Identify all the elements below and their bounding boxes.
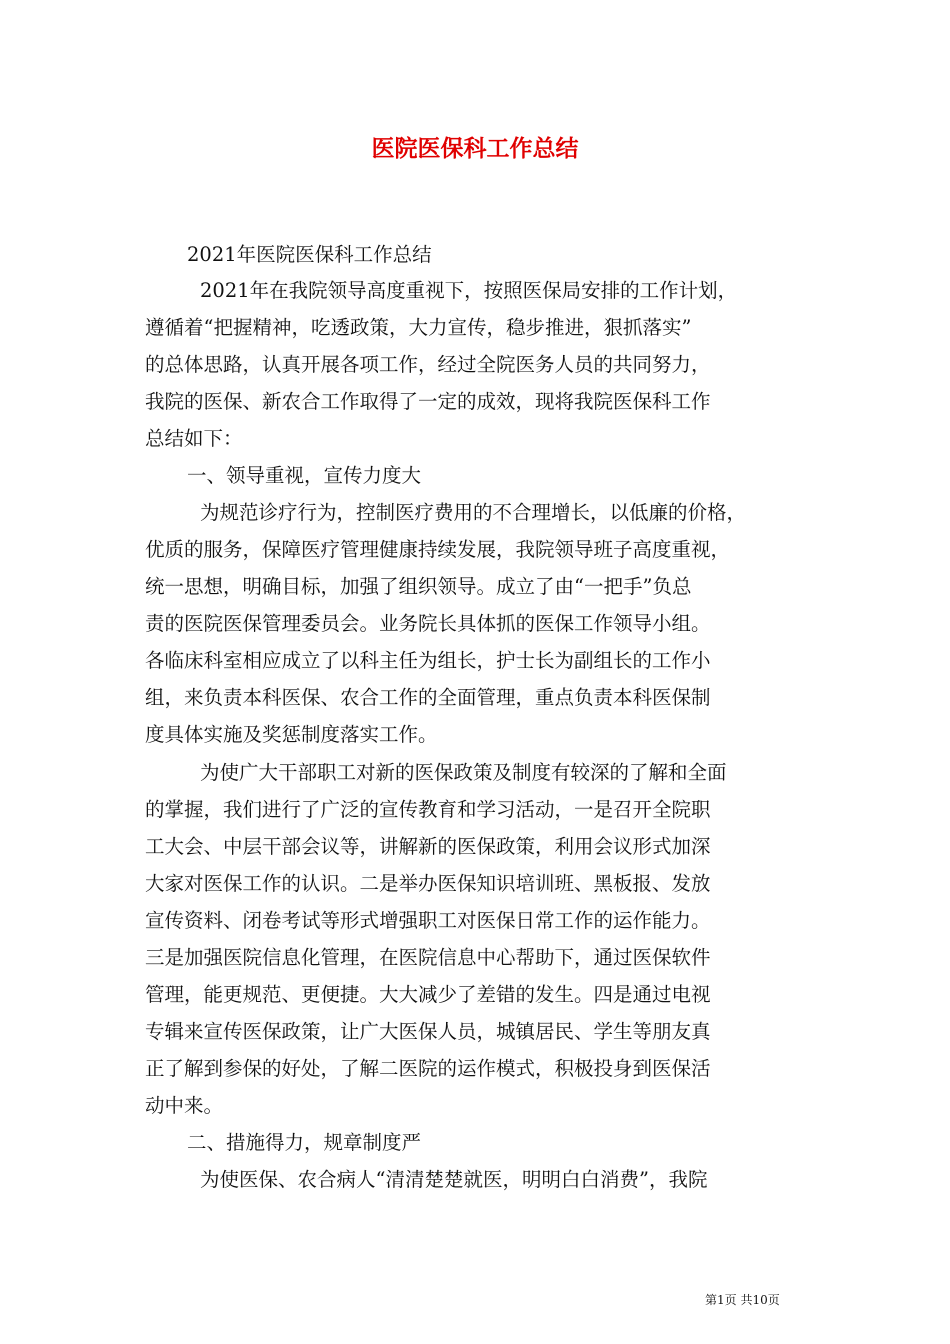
section-heading-2: 二、措施得力，规章制度严 [187,1131,422,1154]
body-line-10: 责的医院医保管理委员会。业务院长具体抓的医保工作领导小组。 [145,612,711,635]
body-line-13: 度具体实施及奖惩制度落实工作。 [145,723,438,746]
body-line-9: 统一思想，明确目标，加强了组织领导。成立了由“一把手”负总 [145,575,692,598]
body-line-8: 优质的服务，保障医疗管理健康持续发展，我院领导班子高度重视， [145,538,731,561]
section-heading-1: 一、领导重视，宣传力度大 [187,464,422,487]
body-line-12: 组，来负责本科医保、农合工作的全面管理，重点负责本科医保制 [145,686,711,709]
body-line-25: 为使医保、农合病人“清清楚楚就医，明明白白消费”，我院 [200,1168,708,1191]
body-line-3: 的总体思路，认真开展各项工作，经过全院医务人员的共同努力， [145,353,711,376]
page-number: 第1页 共10页 [705,1293,780,1307]
body-line-20: 管理，能更规范、更便捷。大大减少了差错的发生。四是通过电视 [145,983,711,1006]
body-line-23: 动中来。 [145,1094,224,1117]
body-line-11: 各临床科室相应成立了以科主任为组长，护士长为副组长的工作小 [145,649,711,672]
body-line-15: 的掌握，我们进行了广泛的宣传教育和学习活动，一是召开全院职 [145,798,711,821]
body-line-19: 三是加强医院信息化管理，在医院信息中心帮助下，通过医保软件 [145,946,711,969]
body-line-7: 为规范诊疗行为，控制医疗费用的不合理增长，以低廉的价格， [200,501,747,524]
body-line-21: 专辑来宣传医保政策，让广大医保人员，城镇居民、学生等朋友真 [145,1020,711,1043]
body-line-2: 遵循着“把握精神，吃透政策，大力宣传，稳步推进，狠抓落实” [145,316,692,339]
body-line-5: 总结如下： [145,427,243,450]
body-line-14: 为使广大干部职工对新的医保政策及制度有较深的了解和全面 [200,761,727,784]
document-subtitle: 2021年医院医保科工作总结 [187,243,432,266]
body-line-18: 宣传资料、闭卷考试等形式增强职工对医保日常工作的运作能力。 [145,909,711,932]
document-title: 医院医保科工作总结 [371,135,579,162]
body-line-4: 我院的医保、新农合工作取得了一定的成效，现将我院医保科工作 [145,390,711,413]
body-line-22: 正了解到参保的好处，了解二医院的运作模式，积极投身到医保活 [145,1057,711,1080]
body-line-16: 工大会、中层干部会议等，讲解新的医保政策，利用会议形式加深 [145,835,711,858]
body-line-1: 2021年在我院领导高度重视下，按照医保局安排的工作计划， [200,279,738,302]
body-line-17: 大家对医保工作的认识。二是举办医保知识培训班、黑板报、发放 [145,872,711,895]
